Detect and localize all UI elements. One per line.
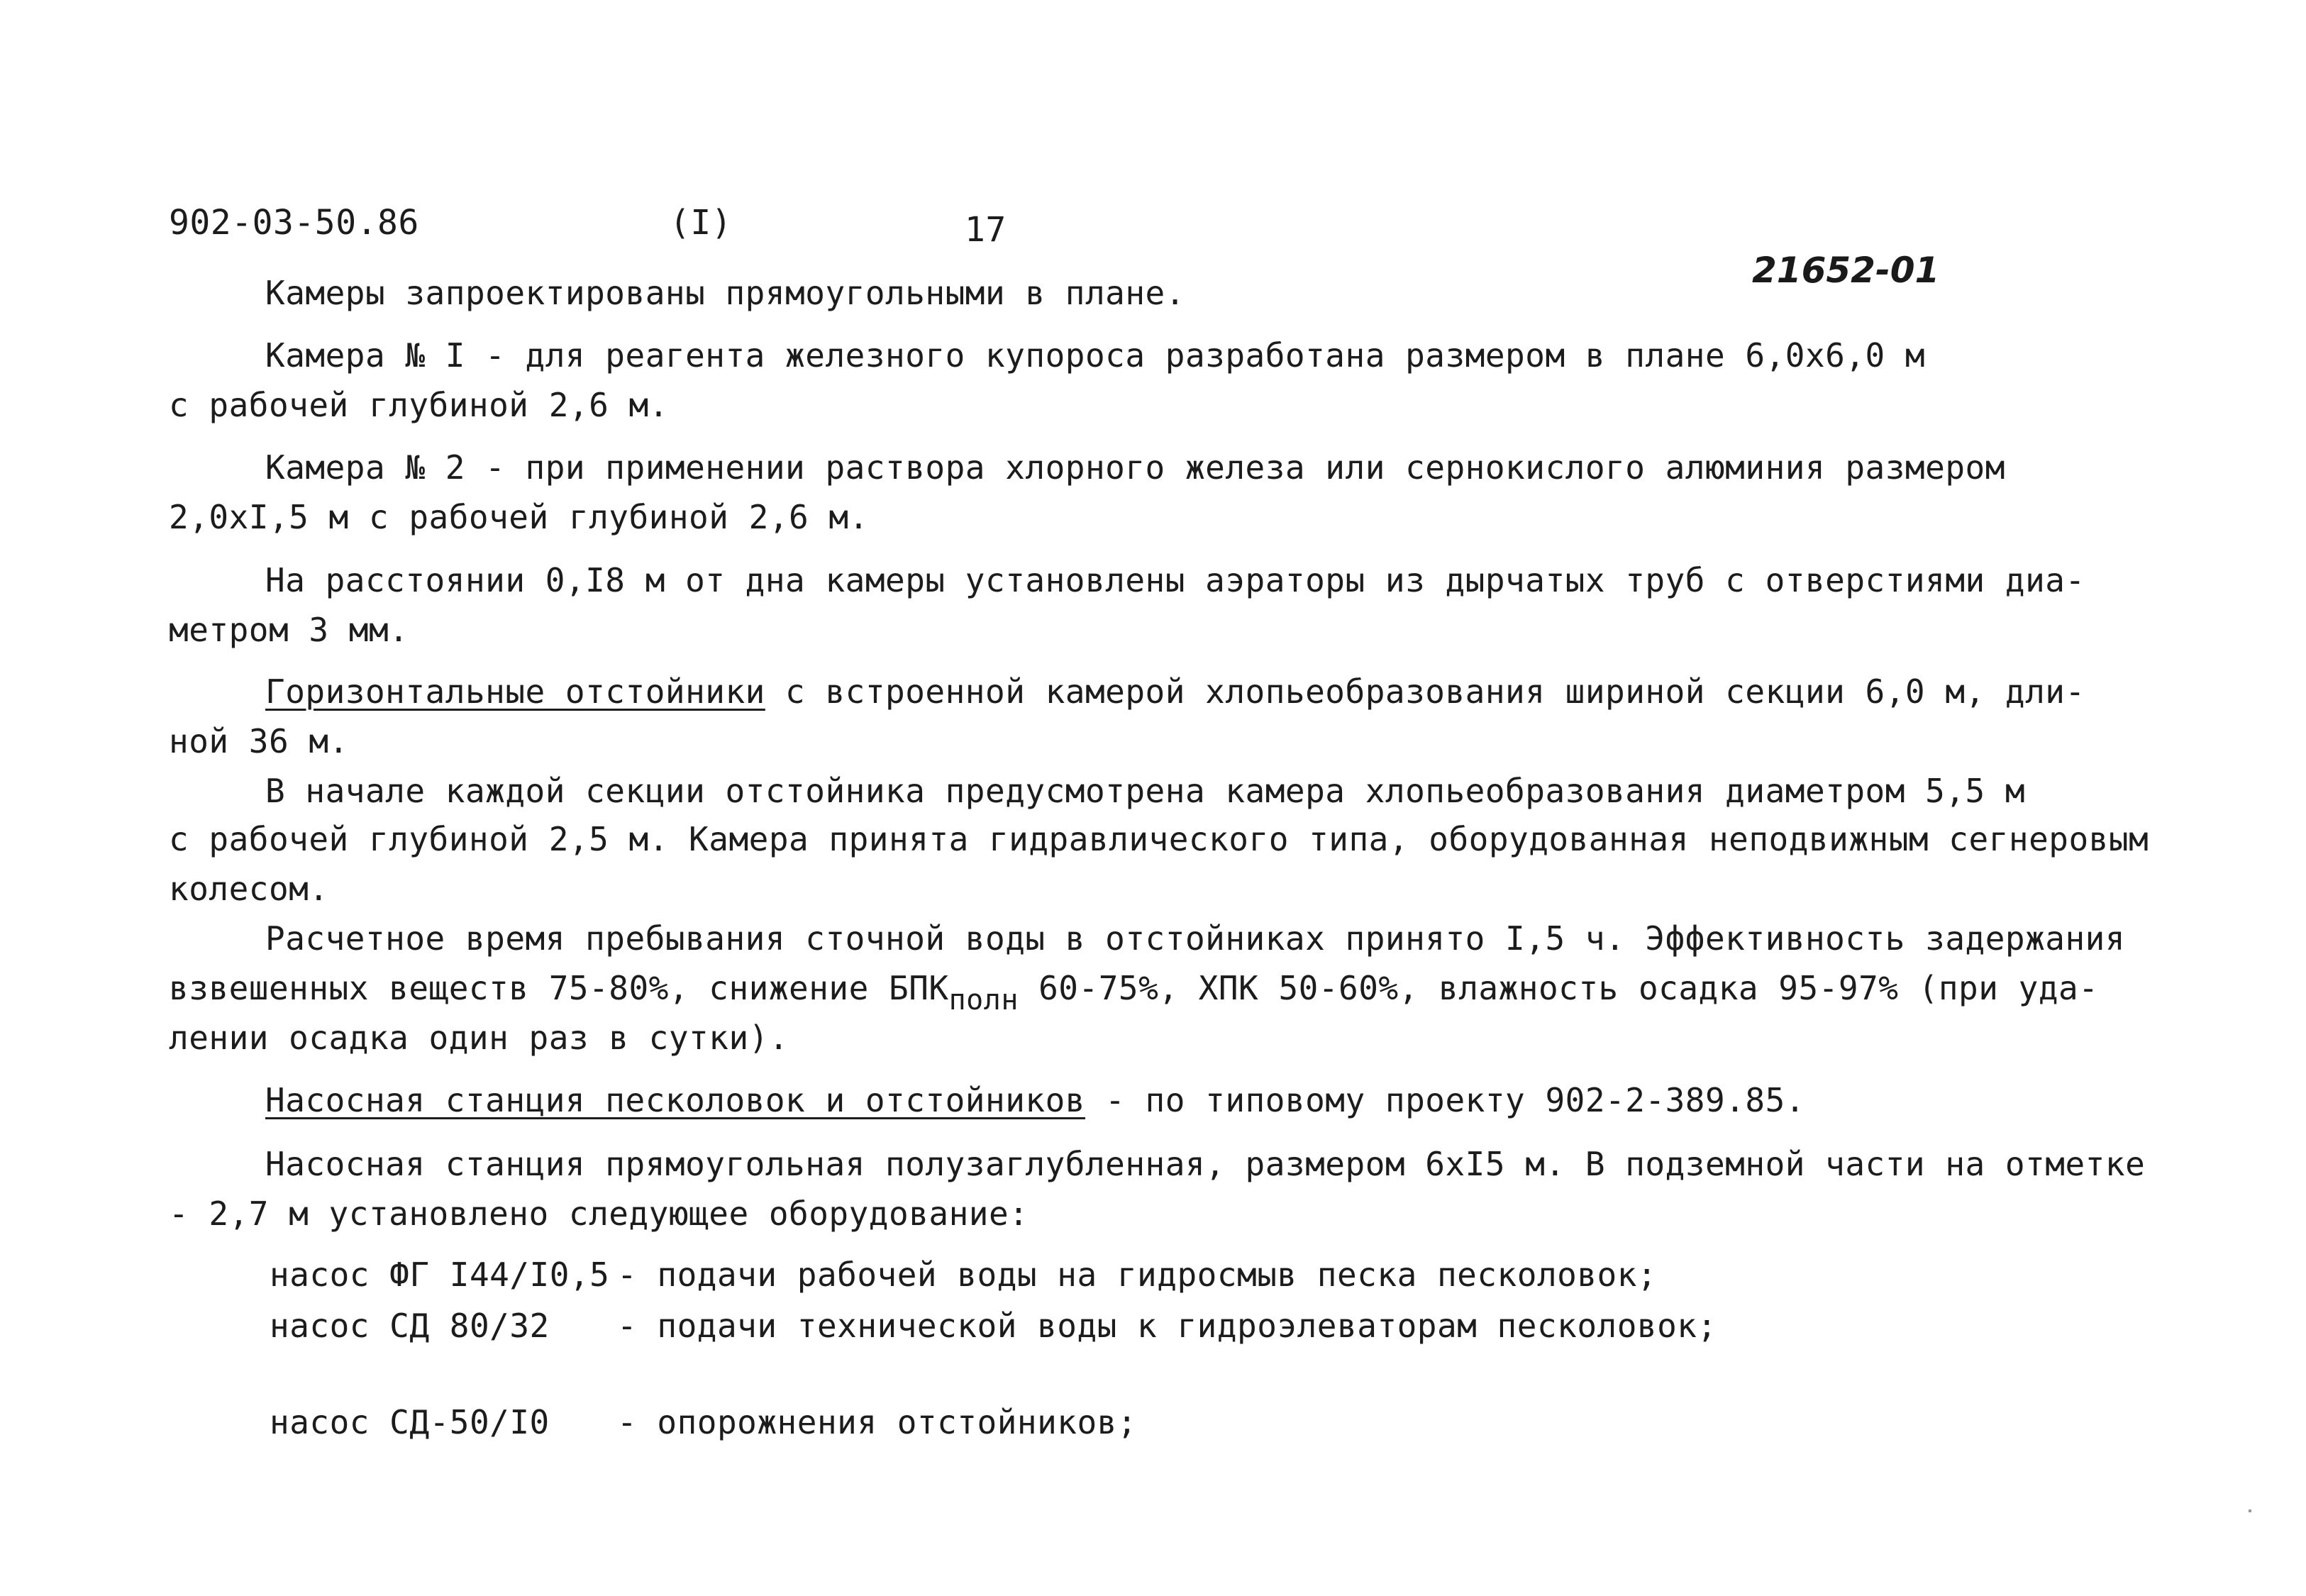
pump-description: - опорожнения отстойников; xyxy=(617,1403,1138,1441)
pump-name: насос СД 80/32 xyxy=(270,1307,550,1345)
paragraph-4-line-1: На расстоянии 0,I8 м от дна камеры установлены аэраторы из дырчатых труб с отверстиями диа- xyxy=(265,561,2085,599)
paragraph-5-line-1-rest: с встроенной камерой хлопьеобразования шириной секции 6,0 м, дли- xyxy=(765,672,2085,711)
handwritten-stamp: 21652-01 xyxy=(1752,250,1940,291)
section-title-settlers: Горизонтальные отстойники xyxy=(265,672,765,711)
document-code: 902-03-50.86 xyxy=(169,203,419,243)
paragraph-3-line-2: 2,0хI,5 м с рабочей глубиной 2,6 м. xyxy=(169,498,869,536)
pump-item xyxy=(270,1307,1717,1345)
paragraph-4-line-2: метром 3 мм. xyxy=(169,611,409,649)
paragraph-6-line-2: с рабочей глубиной 2,5 м. Камера принята гидравлического типа, оборудованная неподвижным сегнеровым xyxy=(169,820,2149,858)
paragraph-7-line-2 xyxy=(169,969,2099,1016)
paragraph-8-rest: - по типовому проекту 902-2-389.85. xyxy=(1085,1081,1805,1119)
paragraph-7-line-1: Расчетное время пребывания сточной воды в отстойниках принято I,5 ч. Эффективность задержания xyxy=(265,919,2126,958)
pump-item xyxy=(270,1403,1138,1441)
pump-name: насос СД-50/I0 xyxy=(270,1403,550,1441)
paragraph-9-line-1: Насосная станция прямоугольная полузаглубленная, размером 6хI5 м. В подземной части на отметке xyxy=(265,1145,2146,1183)
paragraph-7-line-2-start: взвешенных веществ 75-80%, снижение БПК xyxy=(169,969,949,1007)
paragraph-9-line-2: - 2,7 м установлено следующее оборудование: xyxy=(169,1195,1029,1233)
paragraph-8 xyxy=(265,1081,1805,1119)
paragraph-1: Камеры запроектированы прямоугольными в плане. xyxy=(265,274,1185,312)
section-title-pump-station: Насосная станция песколовок и отстойников xyxy=(265,1081,1085,1119)
scan-speck xyxy=(2249,1509,2251,1512)
pump-name: насос ФГ I44/I0,5 xyxy=(270,1256,610,1294)
pump-description: - подачи рабочей воды на гидросмыв песка песколовок; xyxy=(617,1256,1658,1294)
paragraph-6-line-1: В начале каждой секции отстойника предусмотрена камера хлопьеобразования диаметром 5,5 м xyxy=(265,772,2026,810)
bpk-subscript: полн xyxy=(948,984,1019,1016)
pump-item xyxy=(270,1256,1658,1294)
page-number: 17 xyxy=(965,210,1007,250)
paragraph-2-line-2: с рабочей глубиной 2,6 м. xyxy=(169,386,669,424)
paragraph-5-line-1 xyxy=(265,672,2085,711)
paragraph-5-line-2: ной 36 м. xyxy=(169,722,349,760)
paragraph-2-line-1: Камера № I - для реагента железного купороса разработана размером в плане 6,0х6,0 м xyxy=(265,336,1926,375)
part-number: (I) xyxy=(670,203,733,243)
paragraph-7-line-2-end: 60-75%, ХПК 50-60%, влажность осадка 95-97% (при уда- xyxy=(1018,969,2099,1007)
paragraph-6-line-3: колесом. xyxy=(169,870,329,908)
paragraph-7-line-3: лении осадка один раз в сутки). xyxy=(169,1019,789,1057)
paragraph-3-line-1: Камера № 2 - при применении раствора хлорного железа или сернокислого алюминия размером xyxy=(265,448,2005,487)
pump-description: - подачи технической воды к гидроэлеваторам песколовок; xyxy=(617,1307,1717,1345)
